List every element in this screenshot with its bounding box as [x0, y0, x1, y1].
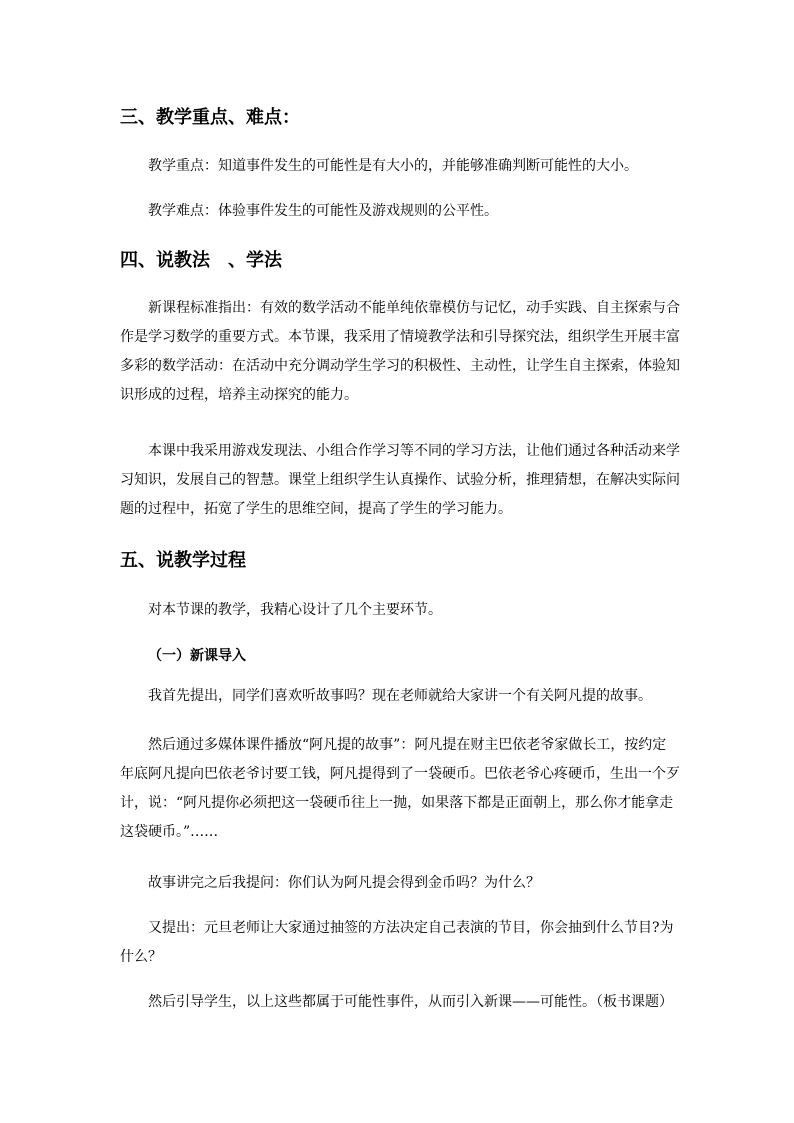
methods-paragraph-1: 新课程标准指出：有效的数学活动不能单纯依靠模仿与记忆，动手实践、自主探索与合作是学习数学的重要方式。本节课，我采用了情境教学法和引导探究法，组织学生开展丰富多彩的数学活动：在活动中充分调动学生学习的积极性、主动性，让学生自主探索，体验知识形成的过程，培养主动探究的能力。	[120, 300, 680, 403]
process-paragraph-1: 我首先提出，同学们喜欢听故事吗？现在老师就给大家讲一个有关阿凡提的故事。	[148, 688, 652, 704]
process-paragraph-5: 然后引导学生，以上这些都属于可能性事件，从而引入新课——可能性。（板书课题）	[148, 994, 673, 1010]
key-point-paragraph: 教学重点：知道事件发生的可能性是有大小的，并能够准确判断可能性的大小。	[148, 158, 638, 174]
process-paragraph-3: 故事讲完之后我提问：你们认为阿凡提会得到金币吗？为什么？	[148, 875, 540, 891]
process-intro-paragraph: 对本节课的教学，我精心设计了几个主要环节。	[148, 602, 442, 618]
process-paragraph-2: 然后通过多媒体课件播放“阿凡提的故事”：阿凡提在财主巴依老爷家做长工，按约定年底阿凡提向巴依老爷讨要工钱，阿凡提得到了一袋硬币。巴依老爷心疼硬币，生出一个歹计，说：“阿凡提你必须把这一袋硬币往上一抛，如果落下都是正面朝上，那么你才能拿走这袋硬币。”……	[120, 737, 680, 840]
section-4-heading: 四、说教法 、学法	[120, 250, 282, 271]
methods-paragraph-2: 本课中我采用游戏发现法、小组合作学习等不同的学习方法，让他们通过各种活动来学习知识，发展自己的智慧。课堂上组织学生认真操作、试验分析，推理猜想，在解决实际问题的过程中，拓宽了学生的思维空间，提高了学生的学习能力。	[120, 443, 680, 517]
process-paragraph-4: 又提出：元旦老师让大家通过抽签的方法决定自己表演的节目，你会抽到什么节目?为什么？	[120, 920, 674, 965]
section-5-heading: 五、说教学过程	[120, 550, 246, 571]
subsection-1-heading: （一）新课导入	[148, 648, 246, 664]
section-3-heading: 三、教学重点、难点：	[120, 107, 300, 128]
difficult-point-paragraph: 教学难点：体验事件发生的可能性及游戏规则的公平性。	[148, 203, 498, 219]
